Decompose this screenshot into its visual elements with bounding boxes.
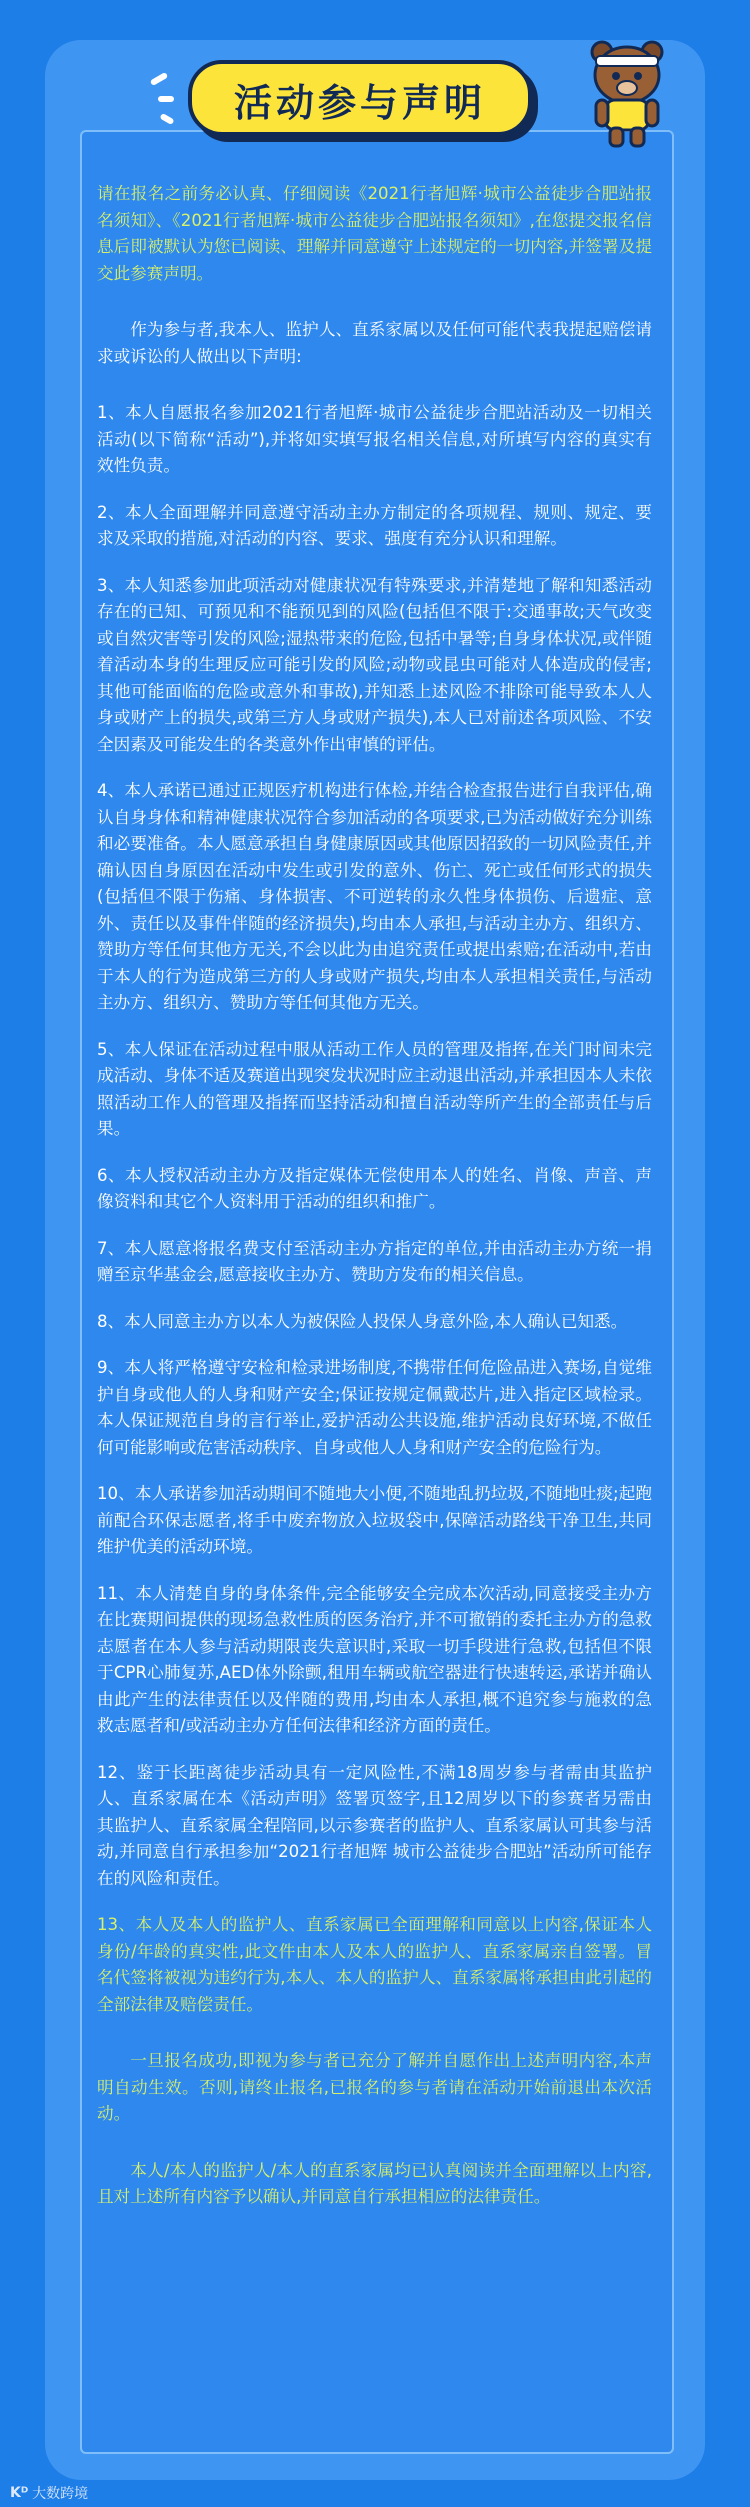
- watermark-text: 大数跨境: [32, 2486, 89, 2502]
- closing-paragraph-2: 本人/本人的监护人/本人的直系家属均已认真阅读并全面理解以上内容,且对上述所有内容予以确认,并同意自行承担相应的法律责任。: [97, 2160, 652, 2206]
- logo-mark-icon: Kᴰ: [10, 2485, 29, 2501]
- sparkle-decoration: [158, 96, 174, 102]
- clause-10: 10、本人承诺参加活动期间不随地大小便,不随地乱扔垃圾,不随地吐痰;起跑前配合环保志愿者,将手中废弃物放入垃圾袋中,保障活动路线干净卫生,共同维护优美的活动环境。: [97, 1484, 652, 1556]
- clause-9: 9、本人将严格遵守安检和检录进场制度,不携带任何危险品进入赛场,自觉维护自身或他人的人身和财产安全;保证按规定佩戴芯片,进入指定区域检录。本人保证规范自身的言行举止,爱护活动公共设施,维护活动良好环境,不做任何可能影响或危害活动秩序、自身或他人人身和财产安全的危险行为。: [97, 1358, 652, 1457]
- clause-8: 8、本人同意主办方以本人为被保险人投保人身意外险,本人确认已知悉。: [97, 1311, 628, 1331]
- watermark-logo: [10, 2482, 130, 2504]
- intro-paragraph: 请在报名之前务必认真、仔细阅读《2021行者旭辉·城市公益徒步合肥站报名须知》、《2021行者旭辉·城市公益徒步合肥站报名须知》,在您提交报名信息后即被默认为您已阅读、理解并同意遵守上述规定的一切内容,并签署及提交此参赛声明。: [97, 184, 652, 283]
- clause-12: 12、鉴于长距离徒步活动具有一定风险性,不满18周岁参与者需由其监护人、直系家属在本《活动声明》签署页签字,且12周岁以下的参赛者另需由其监护人、直系家属全程陪同,以示参赛者的监护人、直系家属认可其参与活动,并同意自行承担参加“2021行者旭辉 城市公益徒步合肥站”活动所可能存在的风险和责任。: [97, 1762, 652, 1888]
- title-badge: [188, 60, 532, 136]
- clause-7: 7、本人愿意将报名费支付至活动主办方指定的单位,并由活动主办方统一捐赠至京华基金会,愿意接收主办方、赞助方发布的相关信息。: [97, 1238, 652, 1284]
- clause-11: 11、本人清楚自身的身体条件,完全能够安全完成本次活动,同意接受主办方在比赛期间提供的现场急救性质的医务治疗,并不可撤销的委托主办方的急救志愿者在本人参与活动期限丧失意识时,采取一切手段进行急救,包括但不限于CPR心肺复苏,AED体外除颤,租用车辆或航空器进行快速转运,承诺并确认由此产生的法律责任以及伴随的费用,均由本人承担,概不追究参与施救的急救志愿者和/或活动主办方任何法律和经济方面的责任。: [97, 1583, 652, 1735]
- clause-2: 2、本人全面理解并同意遵守活动主办方制定的各项规程、规则、规定、要求及采取的措施,对活动的内容、要求、强度有充分认识和理解。: [97, 502, 652, 548]
- bear-mascot-icon: [572, 30, 682, 150]
- closing-paragraph-1: 一旦报名成功,即视为参与者已充分了解并自愿作出上述声明内容,本声明自动生效。否则,请终止报名,已报名的参与者请在活动开始前退出本次活动。: [97, 2051, 652, 2123]
- clause-5: 5、本人保证在活动过程中服从活动工作人员的管理及指挥,在关门时间未完成活动、身体不适及赛道出现突发状况时应主动退出活动,并承担因本人未依照活动工作人的管理及指挥而坚持活动和擅自活动等所产生的全部责任与后果。: [97, 1039, 652, 1138]
- page-title: 活动参与声明: [233, 81, 486, 125]
- clause-1: 1、本人自愿报名参加2021行者旭辉·城市公益徒步合肥站活动及一切相关活动(以下简称“活动”),并将如实填写报名相关信息,对所填写内容的真实有效性负责。: [97, 403, 652, 475]
- clause-6: 6、本人授权活动主办方及指定媒体无偿使用本人的姓名、肖像、声音、声像资料和其它个人资料用于活动的组织和推广。: [97, 1165, 652, 1211]
- clause-3: 3、本人知悉参加此项活动对健康状况有特殊要求,并清楚地了解和知悉活动存在的已知、可预见和不能预见到的风险(包括但不限于:交通事故;天气改变或自然灾害等引发的风险;湿热带来的危险,包括中暑等;自身身体状况,或伴随着活动本身的生理反应可能引发的风险;动物或昆虫可能对人体造成的侵害;其他可能面临的危险或意外和事故),并知悉上述风险不排除可能导致本人人身或财产上的损失,或第三方人身或财产损失),本人已对前述各项风险、不安全因素及可能发生的各类意外作出审慎的评估。: [97, 575, 652, 754]
- clause-4: 4、本人承诺已通过正规医疗机构进行体检,并结合检查报告进行自我评估,确认自身身体和精神健康状况符合参加活动的各项要求,已为活动做好充分训练和必要准备。本人愿意承担自身健康原因或其他原因招致的一切风险责任,并确认因自身原因在活动中发生或引发的意外、伤亡、死亡或任何形式的损失(包括但不限于伤痛、身体损害、不可逆转的永久性身体损伤、后遗症、意外、责任以及事件伴随的经济损失),均由本人承担,与活动主办方、组织方、赞助方等任何其他方无关,不会以此为由追究责任或提出索赔;在活动中,若由于本人的行为造成第三方的人身或财产损失,均由本人承担相关责任,与活动主办方、组织方、赞助方等任何其他方无关。: [97, 781, 652, 1012]
- clause-13: 13、本人及本人的监护人、直系家属已全面理解和同意以上内容,保证本人身份/年龄的真实性,此文件由本人及本人的监护人、直系家属亲自签署。冒名代签将被视为违约行为,本人、本人的监护人、直系家属将承担由此引起的全部法律及赔偿责任。: [97, 1915, 652, 2014]
- lead-paragraph: 作为参与者,我本人、监护人、直系家属以及任何可能代表我提起赔偿请求或诉讼的人做出以下声明:: [97, 320, 652, 366]
- declaration-content: [97, 181, 652, 2211]
